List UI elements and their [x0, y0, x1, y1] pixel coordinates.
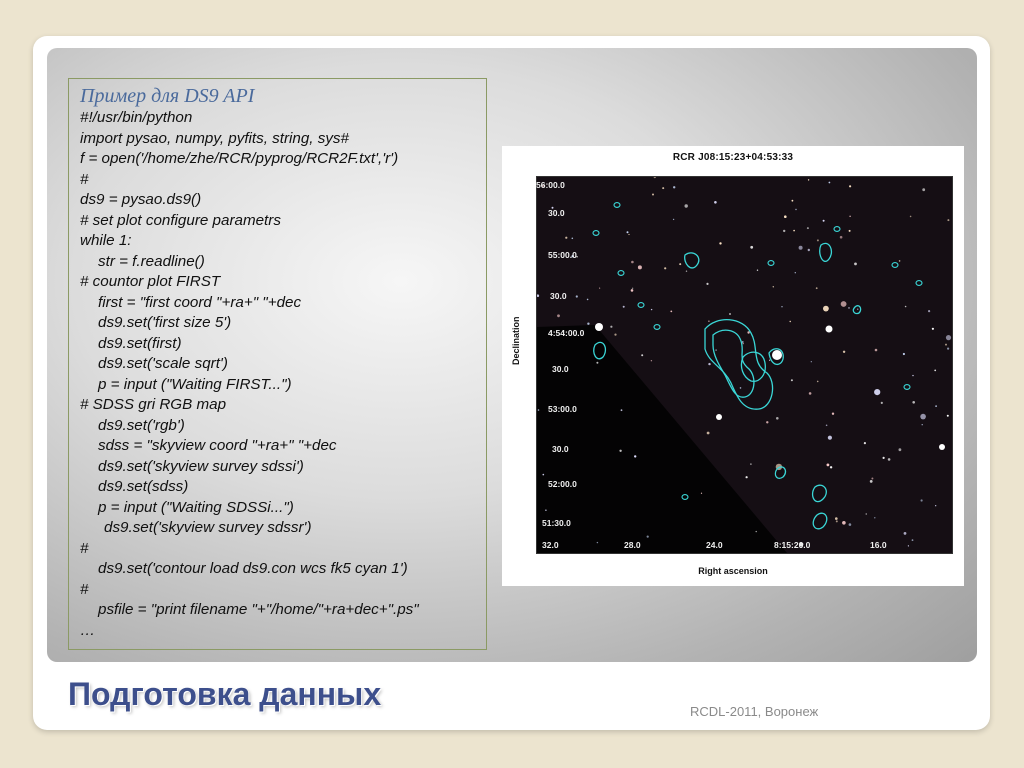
star	[651, 309, 652, 310]
star	[621, 409, 623, 411]
star	[848, 307, 850, 309]
star	[866, 513, 867, 514]
star	[807, 227, 809, 229]
star	[715, 349, 716, 350]
star	[784, 215, 787, 218]
x-tick-label: 24.0	[706, 540, 723, 550]
star	[719, 242, 721, 244]
star	[631, 289, 634, 292]
star	[808, 249, 810, 251]
star	[793, 230, 795, 232]
star	[836, 520, 838, 522]
star	[652, 194, 654, 196]
y-tick-label: 4:54:00.0	[548, 328, 585, 338]
sky-image-svg	[537, 177, 952, 553]
x-tick-label: 28.0	[624, 540, 641, 550]
y-tick-label: 30.0	[550, 291, 567, 301]
star	[599, 288, 600, 289]
star	[673, 186, 675, 188]
bright-star	[595, 323, 603, 331]
y-tick-label: 52:00.0	[548, 479, 577, 489]
code-line: ds9 = pysao.ds9()	[80, 191, 202, 208]
star	[946, 335, 951, 340]
star	[947, 415, 949, 417]
star	[935, 405, 937, 407]
star	[849, 523, 852, 526]
star	[641, 354, 643, 356]
figure-ylabel: Declination	[511, 316, 521, 365]
contour	[820, 243, 832, 261]
star	[631, 261, 634, 264]
x-tick-label: 32.0	[542, 540, 559, 550]
star	[795, 272, 796, 273]
star	[743, 343, 744, 344]
star	[746, 476, 748, 478]
star	[854, 263, 857, 266]
contour	[853, 306, 860, 314]
star	[673, 219, 674, 220]
star	[922, 424, 923, 425]
code-line: f = open('/home/zhe/RCR/pyprog/RCR2F.txt','r')	[80, 150, 399, 167]
star	[627, 231, 629, 233]
contour-dot	[768, 261, 774, 266]
star	[701, 493, 702, 494]
star	[870, 480, 873, 483]
star	[596, 362, 598, 364]
star	[843, 351, 845, 353]
star	[809, 392, 812, 395]
star	[587, 299, 589, 301]
star	[756, 531, 757, 532]
star	[670, 311, 672, 313]
star	[623, 306, 625, 308]
star	[816, 287, 818, 289]
code-line: str = f.readline()	[98, 252, 205, 270]
y-tick-label: 53:00.0	[548, 404, 577, 414]
code-line: p = input ("Waiting FIRST...")	[98, 375, 292, 393]
contour-dot	[614, 203, 620, 208]
star	[811, 361, 812, 362]
star	[857, 309, 858, 310]
star	[832, 413, 834, 415]
star	[654, 177, 656, 178]
star	[783, 230, 785, 232]
y-tick-label: 55:00.0	[548, 250, 577, 260]
star	[610, 326, 612, 328]
star	[538, 409, 540, 411]
star	[842, 521, 846, 525]
star	[875, 349, 878, 352]
star	[808, 179, 809, 180]
contour	[813, 485, 827, 501]
star	[904, 532, 907, 535]
star	[545, 509, 547, 511]
bright-star	[939, 444, 945, 450]
contour	[813, 513, 827, 529]
star	[614, 334, 616, 336]
star	[874, 517, 875, 518]
star	[828, 436, 832, 440]
slide-footer: RCDL-2011, Воронеж	[690, 704, 819, 719]
star	[773, 286, 774, 287]
star	[881, 402, 883, 404]
star	[849, 230, 851, 232]
code-line: # set plot configure parametrs	[80, 211, 281, 229]
star	[935, 505, 936, 506]
code-line: psfile = "print filename "+"/home/"+ra+dec+".ps"	[98, 601, 419, 618]
star	[750, 463, 752, 465]
star	[905, 306, 907, 308]
star	[864, 442, 866, 444]
star	[799, 246, 803, 250]
star	[874, 389, 880, 395]
star	[776, 417, 779, 420]
star	[714, 201, 717, 204]
star	[792, 200, 794, 202]
code-line: import pysao, numpy, pyfits, string, sys#	[80, 129, 349, 147]
star	[829, 182, 831, 184]
code-line: ds9.set('skyview survey sdssi')	[98, 457, 304, 475]
star	[757, 270, 758, 271]
star	[706, 283, 708, 285]
code-line: ds9.set(first)	[98, 334, 182, 352]
y-tick-label: 30.0	[552, 444, 569, 454]
contour-dot	[834, 227, 840, 232]
code-line: # countor plot FIRST	[80, 273, 221, 290]
star	[830, 466, 832, 468]
contour-dot	[904, 385, 910, 390]
star	[572, 238, 574, 240]
star	[662, 187, 664, 189]
star	[934, 370, 936, 372]
star	[708, 321, 709, 322]
code-title: Пример для DS9 API	[80, 85, 255, 107]
star	[883, 457, 885, 459]
star	[823, 220, 825, 222]
star	[947, 348, 949, 350]
star	[576, 295, 578, 297]
code-line: ds9.set('skyview survey sdssr')	[104, 519, 312, 536]
contour-dot	[654, 325, 660, 330]
sky-image	[536, 176, 953, 554]
star	[920, 414, 926, 420]
star	[912, 539, 914, 541]
star	[740, 387, 742, 389]
code-line: sdss = "skyview coord "+ra+" "+dec	[98, 437, 337, 454]
star	[597, 542, 598, 543]
star	[947, 219, 949, 221]
figure-xlabel: Right ascension	[698, 566, 768, 576]
star	[708, 363, 710, 365]
star	[945, 344, 947, 346]
figure-title: RCR J08:15:23+04:53:33	[672, 152, 794, 163]
star	[537, 294, 539, 297]
contour-dot	[638, 303, 644, 308]
star	[619, 450, 621, 452]
y-tick-label: 30.0	[548, 208, 565, 218]
bright-star	[716, 414, 722, 420]
star	[747, 331, 749, 333]
x-tick-label: 8:15:20.0	[774, 540, 811, 550]
code-line: ds9.set(sdss)	[98, 478, 189, 495]
code-line: p = input ("Waiting SDSSi...")	[98, 498, 294, 516]
star	[871, 478, 873, 480]
contour-dot	[618, 271, 624, 276]
star	[817, 381, 819, 383]
star	[651, 360, 652, 361]
star	[543, 474, 545, 476]
star	[903, 353, 905, 355]
star	[817, 239, 819, 241]
star	[849, 185, 851, 187]
star	[795, 209, 796, 210]
star	[912, 401, 915, 404]
star	[791, 379, 793, 381]
star	[587, 323, 589, 325]
star	[841, 301, 847, 307]
code-example-box	[68, 78, 487, 650]
star	[729, 313, 731, 315]
star	[781, 306, 782, 307]
star	[922, 188, 925, 191]
star	[628, 234, 629, 235]
code-lines	[80, 108, 486, 641]
star	[921, 499, 923, 501]
code-line: #	[80, 580, 89, 598]
star	[632, 288, 633, 289]
contour	[685, 253, 699, 268]
star	[565, 237, 567, 239]
star	[849, 216, 850, 217]
star	[647, 536, 649, 538]
code-line: ds9.set('contour load ds9.con wcs fk5 cyan 1')	[98, 560, 408, 577]
code-line: #!/usr/bin/python	[80, 109, 193, 126]
star	[827, 464, 830, 467]
contour-dot	[892, 263, 898, 268]
star	[928, 310, 930, 312]
star	[840, 236, 843, 239]
code-line: ds9.set('scale sqrt')	[98, 355, 228, 372]
code-line: ds9.set('rgb')	[98, 416, 185, 434]
code-line: ds9.set('first size 5')	[98, 314, 232, 331]
bright-star	[772, 350, 782, 360]
code-line: first = "first coord "+ra+" "+dec	[98, 293, 302, 311]
y-tick-label: 30.0	[552, 364, 569, 374]
star	[638, 265, 642, 269]
star	[679, 263, 681, 265]
star	[899, 260, 901, 262]
code-line: while 1:	[80, 232, 132, 249]
code-line: # SDSS gri RGB map	[80, 396, 227, 413]
star	[835, 517, 838, 520]
star	[707, 432, 710, 435]
star	[912, 375, 913, 376]
star	[908, 545, 909, 546]
bright-star	[826, 326, 833, 333]
star	[686, 271, 687, 272]
star	[826, 425, 828, 427]
star	[685, 204, 688, 207]
ds9-figure	[502, 146, 964, 586]
star	[910, 216, 912, 218]
star	[750, 246, 753, 249]
x-tick-label: 16.0	[870, 540, 887, 550]
star	[557, 314, 560, 317]
star	[899, 448, 902, 451]
slide-title: Подготовка данных	[68, 676, 382, 712]
star	[790, 321, 791, 322]
star	[766, 421, 768, 423]
y-tick-label: 51:30.0	[542, 518, 571, 528]
star	[664, 267, 666, 269]
star	[888, 458, 891, 461]
code-line: #	[80, 539, 89, 557]
code-line: #	[80, 170, 89, 188]
star	[932, 328, 934, 330]
contour-dot	[916, 281, 922, 286]
star	[823, 306, 829, 312]
contour-dot	[593, 231, 599, 236]
dark-wedge	[537, 325, 787, 553]
y-tick-label: 56:00.0	[536, 180, 565, 190]
star	[634, 455, 636, 457]
code-line: …	[80, 621, 96, 639]
star	[769, 360, 770, 361]
